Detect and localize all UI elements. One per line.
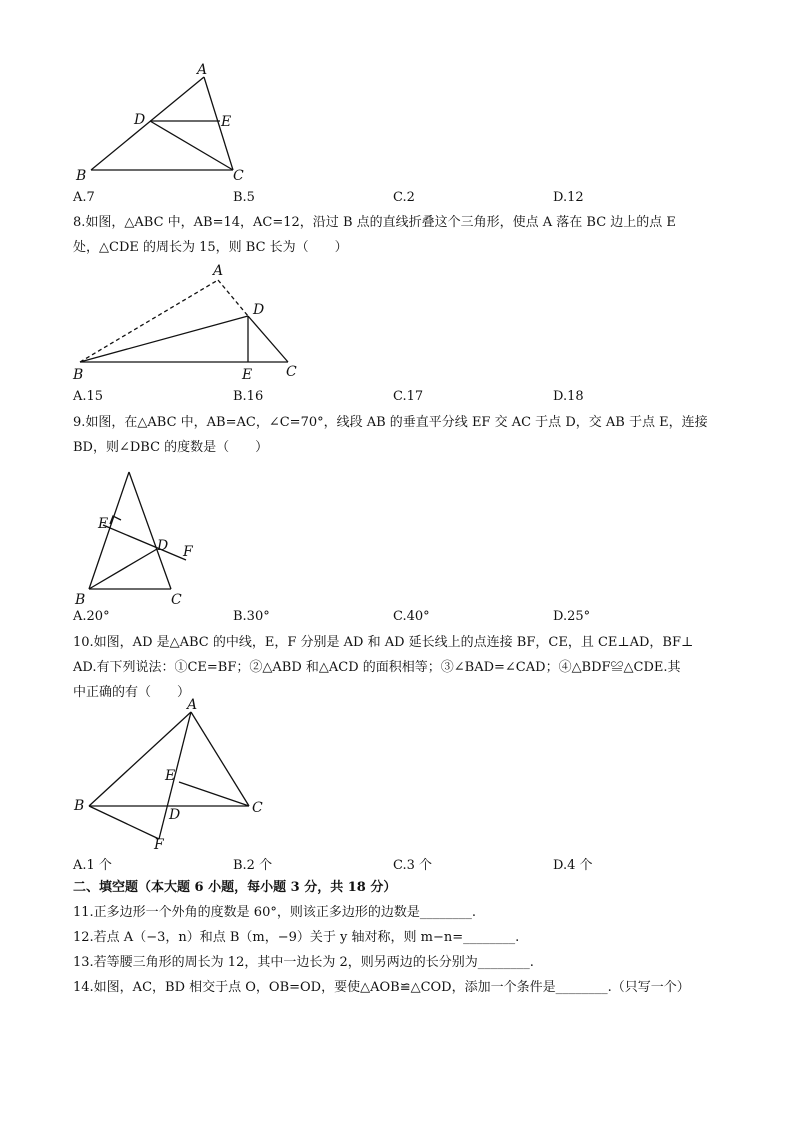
label-d: D — [253, 302, 265, 318]
q7-option-c[interactable]: C.2 — [393, 190, 415, 205]
q10-option-d[interactable]: D.4 个 — [553, 858, 593, 873]
label-a: A — [187, 697, 198, 713]
q9-stem-line2: BD，则∠DBC 的度数是（ ） — [73, 440, 269, 455]
q7-option-a[interactable]: A.7 — [73, 190, 95, 205]
q10-option-b[interactable]: B.2 个 — [233, 858, 273, 873]
figure-q9 — [70, 462, 220, 607]
q9-option-c[interactable]: C.40° — [393, 609, 430, 624]
q8-stem-line2: 处，△CDE 的周长为 15，则 BC 长为（ ） — [73, 240, 348, 255]
q13-stem: 13.若等腰三角形的周长为 12，其中一边长为 2，则另两边的长分别为________. — [73, 955, 534, 970]
figure-q8 — [70, 262, 310, 387]
q10-stem-line2: AD.有下列说法：①CE=BF；②△ABD 和△ACD 的面积相等；③∠BAD=∠CAD；④△BDF≌△CDE.其 — [73, 660, 681, 675]
q8-option-b[interactable]: B.16 — [233, 389, 264, 404]
label-f: F — [183, 544, 193, 560]
q10-stem-line1: 10.如图，AD 是△ABC 的中线，E，F 分别是 AD 和 AD 延长线上的点连接 BF，CE，且 CE⊥AD，BF⊥ — [73, 635, 694, 650]
label-e: E — [242, 367, 253, 383]
q7-option-d[interactable]: D.12 — [553, 190, 584, 205]
label-d: D — [157, 538, 169, 554]
q9-stem-line1: 9.如图，在△ABC 中，AB=AC，∠C=70°，线段 AB 的垂直平分线 EF 交 AC 于点 D，交 AB 于点 E，连接 — [73, 415, 708, 430]
q9-option-b[interactable]: B.30° — [233, 609, 270, 624]
label-f: F — [154, 837, 164, 853]
label-b: B — [75, 592, 86, 608]
label-e: E — [221, 114, 232, 130]
label-b: B — [73, 367, 84, 383]
label-b: B — [76, 168, 87, 184]
label-e: E — [165, 768, 176, 784]
q7-option-b[interactable]: B.5 — [233, 190, 255, 205]
figure-q10 — [70, 697, 280, 853]
label-a: A — [213, 263, 224, 279]
label-b: B — [74, 798, 85, 814]
label-c: C — [171, 592, 182, 608]
section-title-fill-in: 二、填空题（本大题 6 小题，每小题 3 分，共 18 分） — [73, 880, 397, 895]
q8-stem-line1: 8.如图，△ABC 中，AB=14，AC=12，沿过 B 点的直线折叠这个三角形，使点 A 落在 BC 边上的点 E — [73, 215, 676, 230]
label-c: C — [233, 168, 244, 184]
figure-q7 — [70, 58, 270, 188]
q8-option-a[interactable]: A.15 — [73, 389, 104, 404]
q8-option-d[interactable]: D.18 — [553, 389, 584, 404]
q8-option-c[interactable]: C.17 — [393, 389, 424, 404]
q10-option-c[interactable]: C.3 个 — [393, 858, 433, 873]
label-a: A — [197, 62, 208, 78]
label-c: C — [252, 800, 263, 816]
q9-option-a[interactable]: A.20° — [73, 609, 110, 624]
q14-stem: 14.如图，AC，BD 相交于点 O，OB=OD，要使△AOB≌△COD，添加一个条件是________.（只写一个） — [73, 980, 690, 995]
label-e: E — [98, 516, 109, 532]
q10-stem-line3: 中正确的有（ ） — [73, 685, 191, 700]
q12-stem: 12.若点 A（−3，n）和点 B（m，−9）关于 y 轴对称，则 m−n=________. — [73, 930, 520, 945]
label-d: D — [169, 807, 181, 823]
q11-stem: 11.正多边形一个外角的度数是 60°，则该正多边形的边数是________. — [73, 905, 476, 920]
q9-option-d[interactable]: D.25° — [553, 609, 591, 624]
label-d: D — [134, 112, 146, 128]
q10-option-a[interactable]: A.1 个 — [73, 858, 112, 873]
label-c: C — [286, 364, 297, 380]
